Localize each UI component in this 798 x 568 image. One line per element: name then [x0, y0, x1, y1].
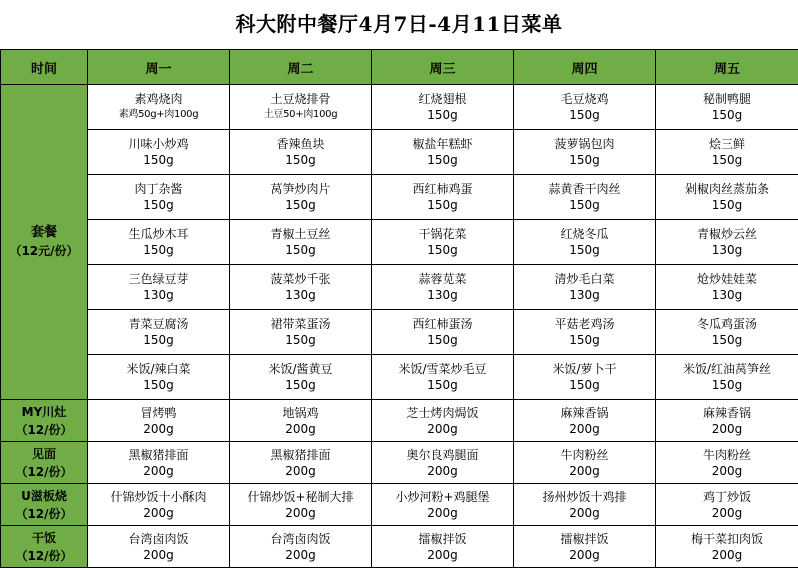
dish-name: 台湾卤肉饭	[230, 531, 371, 547]
dish-weight: 130g	[88, 287, 229, 303]
dish-name: 炝炒娃娃菜	[656, 271, 798, 287]
menu-cell	[88, 442, 230, 484]
menu-cell	[372, 265, 514, 310]
category-price: （12/份）	[1, 463, 87, 481]
dish-weight: 150g	[88, 377, 229, 393]
dish-name: 米饭/辣白菜	[88, 361, 229, 377]
dish-weight: 150g	[372, 197, 513, 213]
dish-name: 裙带菜蛋汤	[230, 316, 371, 332]
menu-cell	[514, 265, 656, 310]
dish-name: 奥尔良鸡腿面	[372, 447, 513, 463]
dish-weight: 200g	[656, 547, 798, 563]
dish-weight: 200g	[656, 421, 798, 437]
menu-cell	[88, 355, 230, 400]
category-name: 见面	[1, 445, 87, 463]
dish-weight: 200g	[372, 547, 513, 563]
menu-cell	[514, 400, 656, 442]
header-thursday: 周四	[514, 50, 656, 85]
dish-weight: 150g	[656, 107, 798, 123]
dish-weight: 150g	[656, 152, 798, 168]
menu-cell	[514, 85, 656, 130]
dish-weight: 200g	[230, 421, 371, 437]
dish-name: 擂椒拌饭	[372, 531, 513, 547]
dish-weight: 130g	[230, 287, 371, 303]
menu-cell	[88, 400, 230, 442]
menu-cell	[372, 526, 514, 568]
dish-weight: 150g	[230, 377, 371, 393]
dish-name: 川味小炒鸡	[88, 136, 229, 152]
dish-name: 什锦炒饭+秘制大排	[230, 489, 371, 505]
special-row	[1, 526, 798, 568]
dish-name: 蒜蓉苋菜	[372, 271, 513, 287]
dish-name: 蒜黄香干肉丝	[514, 181, 655, 197]
menu-cell	[656, 175, 798, 220]
special-row	[1, 442, 798, 484]
dish-weight: 150g	[88, 197, 229, 213]
dish-weight: 150g	[88, 152, 229, 168]
menu-cell	[514, 442, 656, 484]
dish-name: 牛肉粉丝	[514, 447, 655, 463]
menu-cell	[230, 130, 372, 175]
category-price: （12/份）	[1, 547, 87, 565]
dish-weight: 200g	[656, 463, 798, 479]
dish-weight: 150g	[656, 197, 798, 213]
dish-weight: 150g	[88, 332, 229, 348]
dish-weight: 130g	[656, 287, 798, 303]
dish-weight: 土豆50+肉100g	[230, 107, 371, 123]
menu-cell	[656, 526, 798, 568]
menu-cell	[88, 484, 230, 526]
combo-row	[1, 130, 798, 175]
page-title: 科大附中餐厅4月7日-4月11日菜单	[0, 0, 798, 49]
menu-cell	[88, 175, 230, 220]
menu-table	[0, 49, 798, 568]
dish-weight: 150g	[230, 332, 371, 348]
dish-name: 干锅花菜	[372, 226, 513, 242]
dish-name: 秘制鸭腿	[656, 91, 798, 107]
dish-name: 擂椒拌饭	[514, 531, 655, 547]
header-tuesday: 周二	[230, 50, 372, 85]
dish-weight: 130g	[656, 242, 798, 258]
menu-cell	[372, 355, 514, 400]
dish-name: 烩三鲜	[656, 136, 798, 152]
combo-row	[1, 355, 798, 400]
combo-row	[1, 220, 798, 265]
dish-name: 梅干菜扣肉饭	[656, 531, 798, 547]
dish-weight: 150g	[230, 152, 371, 168]
menu-cell	[514, 310, 656, 355]
menu-cell	[656, 85, 798, 130]
combo-row	[1, 175, 798, 220]
dish-weight: 200g	[88, 547, 229, 563]
menu-cell	[656, 310, 798, 355]
dish-name: 小炒河粉+鸡腿堡	[372, 489, 513, 505]
dish-weight: 200g	[230, 547, 371, 563]
menu-cell	[514, 355, 656, 400]
header-friday: 周五	[656, 50, 798, 85]
menu-cell	[88, 265, 230, 310]
dish-weight: 150g	[88, 242, 229, 258]
menu-cell	[230, 442, 372, 484]
menu-cell	[656, 265, 798, 310]
menu-cell	[88, 85, 230, 130]
special-row	[1, 484, 798, 526]
dish-name: 冒烤鸭	[88, 405, 229, 421]
menu-cell	[514, 130, 656, 175]
dish-weight: 素鸡50g+肉100g	[88, 107, 229, 123]
dish-weight: 150g	[230, 197, 371, 213]
category-special	[1, 526, 88, 568]
dish-name: 青椒炒云丝	[656, 226, 798, 242]
dish-name: 菠菜炒千张	[230, 271, 371, 287]
dish-name: 香辣鱼块	[230, 136, 371, 152]
category-combo	[1, 85, 88, 400]
menu-cell	[230, 355, 372, 400]
special-row	[1, 400, 798, 442]
menu-cell	[372, 85, 514, 130]
dish-weight: 150g	[372, 107, 513, 123]
menu-cell	[372, 130, 514, 175]
dish-weight: 200g	[88, 421, 229, 437]
dish-name: 米饭/酱黄豆	[230, 361, 371, 377]
dish-weight: 200g	[372, 421, 513, 437]
category-price: （12元/份）	[1, 242, 87, 260]
menu-cell	[372, 220, 514, 265]
menu-cell	[230, 85, 372, 130]
menu-cell	[514, 526, 656, 568]
menu-cell	[656, 442, 798, 484]
menu-cell	[372, 442, 514, 484]
menu-cell	[514, 484, 656, 526]
dish-name: 牛肉粉丝	[656, 447, 798, 463]
dish-weight: 150g	[372, 152, 513, 168]
dish-name: 米饭/萝卜干	[514, 361, 655, 377]
dish-name: 青椒土豆丝	[230, 226, 371, 242]
dish-weight: 200g	[656, 505, 798, 521]
dish-weight: 200g	[230, 463, 371, 479]
dish-weight: 200g	[514, 463, 655, 479]
header-monday: 周一	[88, 50, 230, 85]
dish-name: 麻辣香锅	[656, 405, 798, 421]
dish-name: 剁椒肉丝蒸茄条	[656, 181, 798, 197]
dish-weight: 200g	[88, 463, 229, 479]
menu-cell	[656, 400, 798, 442]
menu-cell	[88, 310, 230, 355]
menu-cell	[230, 310, 372, 355]
menu-cell	[656, 355, 798, 400]
dish-weight: 200g	[230, 505, 371, 521]
dish-weight: 150g	[514, 197, 655, 213]
dish-name: 扬州炒饭十鸡排	[514, 489, 655, 505]
dish-weight: 150g	[372, 242, 513, 258]
dish-name: 红烧冬瓜	[514, 226, 655, 242]
dish-name: 地锅鸡	[230, 405, 371, 421]
dish-name: 生瓜炒木耳	[88, 226, 229, 242]
menu-cell	[230, 265, 372, 310]
menu-cell	[230, 526, 372, 568]
category-name: 套餐	[1, 224, 87, 242]
menu-cell	[656, 484, 798, 526]
dish-weight: 130g	[514, 287, 655, 303]
dish-weight: 200g	[514, 547, 655, 563]
category-name: MY川灶	[1, 403, 87, 421]
category-special	[1, 484, 88, 526]
menu-cell	[230, 175, 372, 220]
category-name: U滋板烧	[1, 487, 87, 505]
dish-name: 黑椒猪排面	[88, 447, 229, 463]
dish-weight: 200g	[372, 505, 513, 521]
dish-weight: 200g	[372, 463, 513, 479]
dish-name: 青菜豆腐汤	[88, 316, 229, 332]
dish-name: 肉丁杂酱	[88, 181, 229, 197]
combo-row	[1, 310, 798, 355]
dish-name: 冬瓜鸡蛋汤	[656, 316, 798, 332]
menu-cell	[372, 400, 514, 442]
dish-weight: 200g	[514, 505, 655, 521]
dish-name: 什锦炒饭十小酥肉	[88, 489, 229, 505]
dish-name: 米饭/雪菜炒毛豆	[372, 361, 513, 377]
menu-cell	[656, 130, 798, 175]
combo-row	[1, 85, 798, 130]
category-name: 干饭	[1, 529, 87, 547]
dish-weight: 150g	[514, 242, 655, 258]
dish-weight: 150g	[514, 152, 655, 168]
dish-weight: 150g	[656, 332, 798, 348]
dish-weight: 150g	[230, 242, 371, 258]
menu-cell	[372, 310, 514, 355]
dish-name: 红烧翅根	[372, 91, 513, 107]
category-special	[1, 400, 88, 442]
dish-weight: 150g	[372, 332, 513, 348]
dish-name: 米饭/红油莴笋丝	[656, 361, 798, 377]
dish-name: 台湾卤肉饭	[88, 531, 229, 547]
menu-cell	[514, 220, 656, 265]
dish-weight: 150g	[372, 377, 513, 393]
dish-weight: 200g	[88, 505, 229, 521]
dish-weight: 150g	[514, 377, 655, 393]
menu-cell	[230, 400, 372, 442]
dish-weight: 200g	[514, 421, 655, 437]
menu-cell	[88, 130, 230, 175]
header-wednesday: 周三	[372, 50, 514, 85]
menu-body	[1, 85, 798, 568]
header-time: 时间	[1, 50, 88, 85]
menu-cell	[230, 484, 372, 526]
category-price: （12/份）	[1, 505, 87, 523]
dish-name: 平菇老鸡汤	[514, 316, 655, 332]
dish-name: 鸡丁炒饭	[656, 489, 798, 505]
menu-cell	[372, 484, 514, 526]
menu-cell	[656, 220, 798, 265]
dish-name: 西红柿鸡蛋	[372, 181, 513, 197]
dish-name: 菠萝锅包肉	[514, 136, 655, 152]
dish-weight: 150g	[514, 332, 655, 348]
dish-name: 西红柿蛋汤	[372, 316, 513, 332]
dish-name: 芝士烤肉焗饭	[372, 405, 513, 421]
dish-name: 素鸡烧肉	[88, 91, 229, 107]
menu-cell	[514, 175, 656, 220]
menu-cell	[372, 175, 514, 220]
dish-name: 毛豆烧鸡	[514, 91, 655, 107]
category-price: （12/份）	[1, 421, 87, 439]
combo-row	[1, 265, 798, 310]
category-special	[1, 442, 88, 484]
dish-weight: 150g	[656, 377, 798, 393]
dish-weight: 150g	[514, 107, 655, 123]
dish-name: 麻辣香锅	[514, 405, 655, 421]
dish-weight: 130g	[372, 287, 513, 303]
menu-cell	[230, 220, 372, 265]
header-row	[1, 50, 798, 85]
dish-name: 三色绿豆芽	[88, 271, 229, 287]
menu-cell	[88, 220, 230, 265]
dish-name: 莴笋炒肉片	[230, 181, 371, 197]
dish-name: 椒盐年糕虾	[372, 136, 513, 152]
dish-name: 黑椒猪排面	[230, 447, 371, 463]
dish-name: 土豆烧排骨	[230, 91, 371, 107]
menu-cell	[88, 526, 230, 568]
dish-name: 清炒毛白菜	[514, 271, 655, 287]
